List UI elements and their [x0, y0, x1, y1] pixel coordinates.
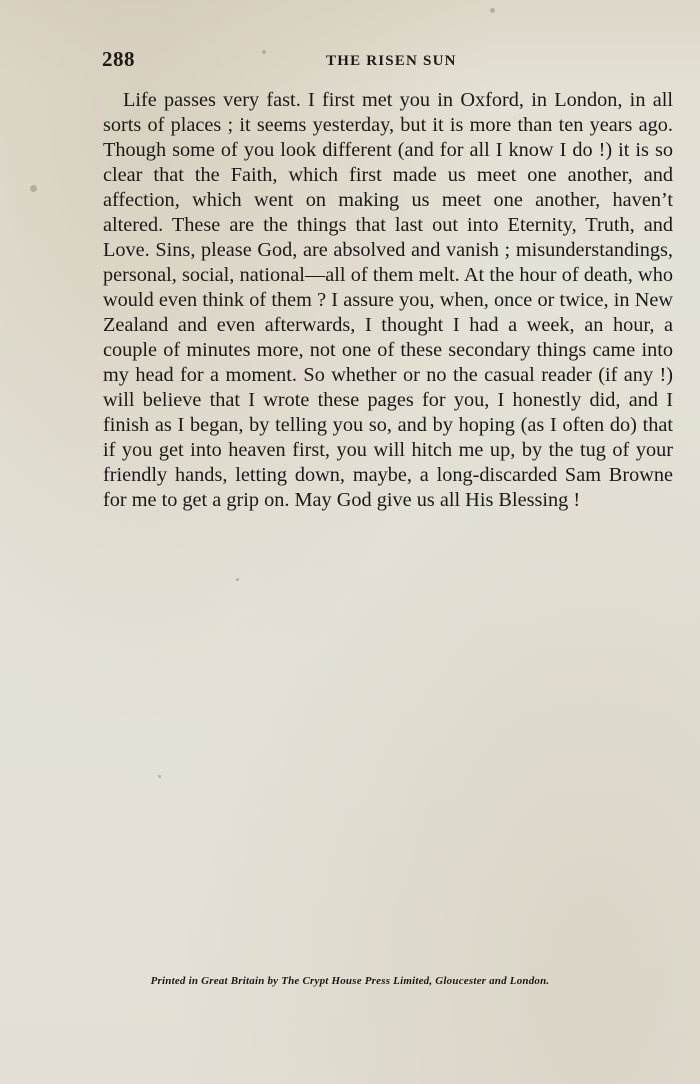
paper-speck: [158, 775, 161, 778]
paragraph: Life passes very fast. I first met you in Oxford, in London, in all sorts of places ; it seems yesterday, but it is more than ten years ago. Though some of you look different (and for all I know I do !) it is so clear that the Faith, which first made us meet one another, and affection, which went on making us meet one another, haven’t altered. These are the things that last out into Eternity, Truth, and Love. Sins, please God, are absolved and vanish ; misunderstandings, personal, social, national—all of them melt. At the hour of death, who would even think of them ? I assure you, when, once or twice, in New Zealand and even afterwards, I thought I had a week, an hour, a couple of minutes more, not one of these secondary things came into my head for a moment. So whether or no the casual reader (if any !) will believe that I wrote these pages for you, I honestly did, and I finish as I began, by telling you so, and by hoping (as I often do) that if you get into heaven first, you will hitch me up, by the tug of your friendly hands, letting down, maybe, a long-discarded Sam Browne for me to get a grip on. May God give us all His Blessing !: [103, 89, 673, 511]
paper-speck: [30, 185, 37, 192]
printer-imprint: Printed in Great Britain by The Crypt House Press Limited, Gloucester and London.: [150, 975, 550, 987]
running-title: THE RISEN SUN: [326, 53, 457, 69]
page-number: 288: [102, 47, 135, 71]
paper-speck: [490, 8, 495, 13]
body-text: [103, 88, 673, 513]
running-head: [102, 47, 672, 77]
paper-speck: [236, 578, 239, 581]
